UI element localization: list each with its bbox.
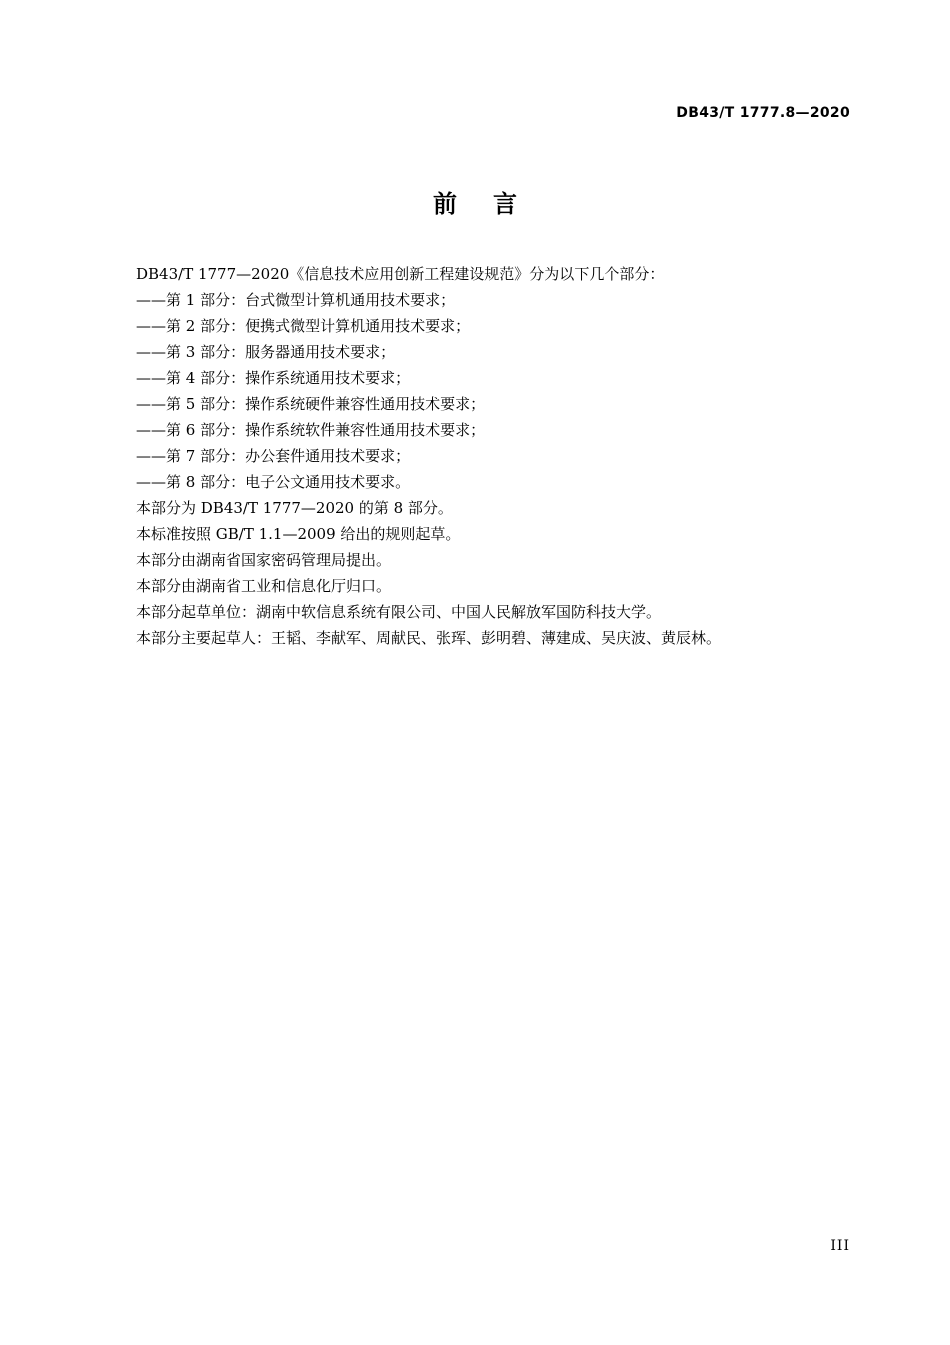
statement-proposer: 本部分由湖南省国家密码管理局提出。 — [136, 551, 392, 569]
standard-code: DB43/T 1777.8—2020 — [676, 105, 850, 121]
part-item-3: ——第 3 部分：服务器通用技术要求； — [136, 343, 396, 361]
statement-administrator: 本部分由湖南省工业和信息化厅归口。 — [136, 577, 392, 595]
part-item-6: ——第 6 部分：操作系统软件兼容性通用技术要求； — [136, 421, 486, 439]
part-item-8: ——第 8 部分：电子公文通用技术要求。 — [136, 473, 411, 491]
page-title: 前言 — [433, 190, 553, 218]
intro-line: DB43/T 1777—2020《信息技术应用创新工程建设规范》分为以下几个部分： — [136, 265, 665, 283]
statement-drafting-units: 本部分起草单位：湖南中软信息系统有限公司、中国人民解放军国防科技大学。 — [136, 603, 662, 621]
page-number: III — [830, 1238, 850, 1254]
statement-part-number: 本部分为 DB43/T 1777—2020 的第 8 部分。 — [136, 499, 453, 517]
statement-drafting-rules: 本标准按照 GB/T 1.1—2009 给出的规则起草。 — [136, 525, 461, 543]
part-item-1: ——第 1 部分：台式微型计算机通用技术要求； — [136, 291, 456, 309]
part-item-7: ——第 7 部分：办公套件通用技术要求； — [136, 447, 411, 465]
statement-drafters: 本部分主要起草人：王韬、李献军、周献民、张珲、彭明碧、薄建成、吴庆波、黄辰林。 — [136, 629, 722, 647]
part-item-5: ——第 5 部分：操作系统硬件兼容性通用技术要求； — [136, 395, 486, 413]
part-item-2: ——第 2 部分：便携式微型计算机通用技术要求； — [136, 317, 471, 335]
foreword-body — [136, 261, 836, 651]
part-item-4: ——第 4 部分：操作系统通用技术要求； — [136, 369, 411, 387]
